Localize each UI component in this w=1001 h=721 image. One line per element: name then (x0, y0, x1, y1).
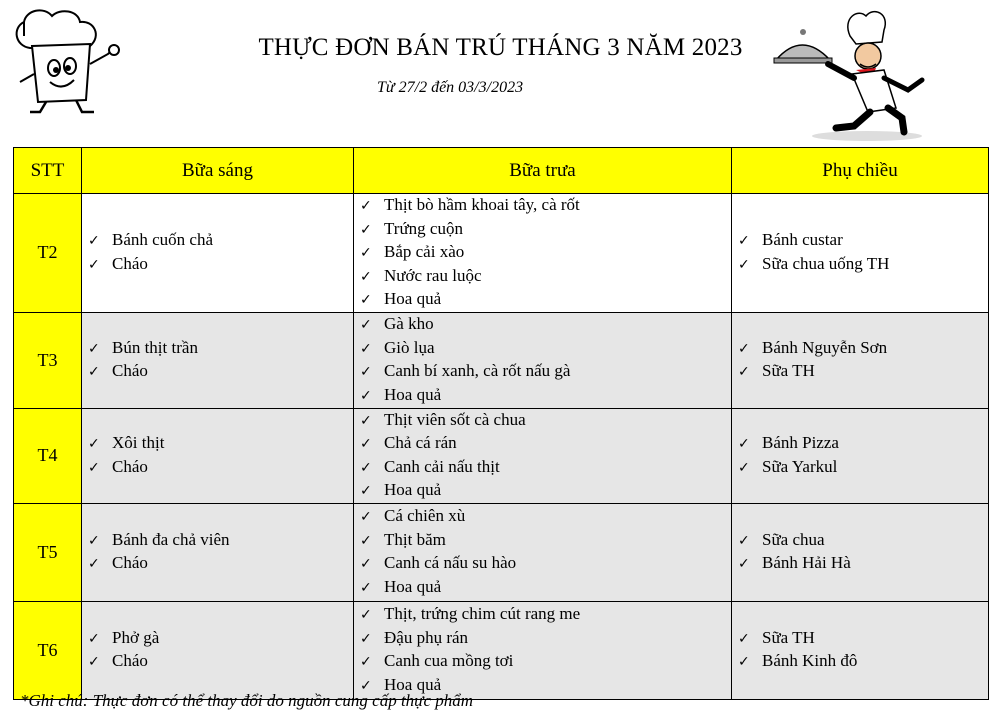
meal-cell-trua (354, 312, 732, 408)
checkmark-icon: ✓ (360, 630, 372, 647)
meal-cell-sang (82, 194, 354, 313)
table-row (14, 312, 989, 408)
list-item (360, 360, 731, 384)
dish-name: Bánh Pizza (762, 433, 839, 452)
list-item (738, 337, 988, 361)
dish-name: Hoa quả (384, 289, 442, 308)
checkmark-icon: ✓ (360, 198, 372, 214)
dish-name: Trứng cuộn (384, 218, 463, 238)
checkmark-icon: ✓ (738, 556, 750, 572)
checkmark-icon: ✓ (738, 364, 750, 380)
meal-list (82, 529, 353, 576)
list-item (360, 194, 731, 218)
header-stt: STT (14, 148, 82, 194)
list-item (88, 552, 353, 576)
dish-name: Thịt bò hầm khoai tây, cà rốt (384, 195, 580, 214)
dish-name: Hoa quả (384, 384, 442, 404)
page-title: THỰC ĐƠN BÁN TRÚ THÁNG 3 NĂM 2023 (258, 34, 743, 61)
checkmark-icon: ✓ (88, 556, 100, 572)
meal-list (82, 627, 353, 674)
meal-cell-sang (82, 408, 354, 503)
dish-name: Canh cải nấu thịt (384, 456, 500, 476)
list-item (738, 229, 988, 253)
dish-name: Sữa TH (762, 627, 815, 647)
list-item (738, 432, 988, 456)
list-item (88, 253, 353, 277)
header-breakfast: Bữa sáng (82, 148, 354, 194)
dish-name: Cháo (112, 456, 148, 476)
checkmark-icon: ✓ (738, 436, 750, 452)
list-item (360, 313, 731, 337)
checkmark-icon: ✓ (360, 459, 372, 476)
list-item (360, 650, 731, 674)
meal-cell-chieu (732, 601, 989, 699)
meal-cell-trua (354, 601, 732, 699)
day-cell: T6 (14, 601, 82, 699)
dish-name: Thịt, trứng chim cút rang me (384, 604, 581, 623)
table-row (14, 194, 989, 313)
list-item (88, 360, 353, 384)
dish-name: Bắp cải xào (384, 242, 465, 261)
list-item (360, 552, 731, 576)
day-cell: T3 (14, 312, 82, 408)
checkmark-icon: ✓ (360, 245, 372, 261)
checkmark-icon: ✓ (88, 233, 100, 250)
checkmark-icon: ✓ (738, 256, 750, 273)
day-cell: T4 (14, 408, 82, 503)
meal-list (354, 505, 731, 599)
meal-cell-trua (354, 194, 732, 313)
date-range: Từ 27/2 đến 03/3/2023 (377, 79, 524, 96)
checkmark-icon: ✓ (88, 256, 100, 273)
list-item (88, 229, 353, 253)
checkmark-icon: ✓ (738, 340, 750, 357)
meal-list (82, 337, 353, 384)
dish-name: Cháo (112, 361, 148, 380)
dish-name: Bánh đa chả viên (112, 529, 230, 549)
table-row (14, 503, 989, 601)
checkmark-icon: ✓ (88, 340, 100, 357)
list-item (738, 360, 988, 384)
list-item (360, 479, 731, 503)
dish-name: Xôi thịt (112, 433, 165, 452)
list-item (738, 456, 988, 480)
list-item (360, 576, 731, 600)
header-row (14, 148, 989, 194)
dish-name: Sữa chua uống TH (762, 253, 890, 273)
checkmark-icon: ✓ (360, 221, 372, 238)
checkmark-icon: ✓ (88, 364, 100, 380)
meal-list (82, 229, 353, 276)
table-row (14, 601, 989, 699)
checkmark-icon: ✓ (360, 556, 372, 572)
meal-list (732, 627, 988, 674)
checkmark-icon: ✓ (360, 579, 372, 596)
meal-list (354, 194, 731, 312)
dish-name: Gà kho (384, 314, 434, 333)
dish-name: Phở gà (112, 627, 160, 647)
dish-name: Sữa TH (762, 361, 815, 380)
dish-name: Canh cá nấu su hào (384, 553, 517, 572)
chef-hat-mascot-icon (10, 8, 125, 121)
dish-name: Bánh Nguyễn Sơn (762, 337, 888, 357)
meal-cell-chieu (732, 408, 989, 503)
dish-name: Thịt băm (384, 529, 446, 549)
menu-body (14, 194, 989, 700)
dish-name: Hoa quả (384, 576, 442, 596)
list-item (360, 337, 731, 361)
list-item (88, 650, 353, 674)
dish-name: Bánh cuốn chả (112, 230, 214, 250)
dish-name: Cá chiên xù (384, 506, 466, 525)
dish-name: Thịt viên sốt cà chua (384, 409, 526, 429)
list-item (88, 529, 353, 553)
list-item (360, 384, 731, 408)
checkmark-icon: ✓ (88, 459, 100, 476)
dish-name: Cháo (112, 553, 148, 572)
checkmark-icon: ✓ (88, 630, 100, 647)
dish-name: Đậu phụ rán (384, 627, 469, 647)
running-chef-icon (772, 8, 932, 148)
checkmark-icon: ✓ (360, 483, 372, 499)
meal-cell-chieu (732, 194, 989, 313)
dish-name: Cháo (112, 253, 148, 273)
list-item (738, 650, 988, 674)
dish-name: Bánh Hải Hà (762, 553, 851, 572)
dish-name: Giò lụa (384, 337, 435, 357)
header-lunch: Bữa trưa (354, 148, 732, 194)
dish-name: Nước rau luộc (384, 265, 482, 285)
dish-name: Cháo (112, 651, 148, 670)
meal-list (82, 432, 353, 479)
footnote: *Ghi chú: Thực đơn có thể thay đổi do nguồn cung cấp thực phẩm (20, 691, 474, 710)
checkmark-icon: ✓ (360, 268, 372, 285)
list-item (360, 288, 731, 312)
checkmark-icon: ✓ (88, 436, 100, 452)
list-item (360, 432, 731, 456)
checkmark-icon: ✓ (360, 364, 372, 380)
meal-list (354, 603, 731, 697)
checkmark-icon: ✓ (360, 607, 372, 623)
meal-cell-trua (354, 408, 732, 503)
checkmark-icon: ✓ (360, 654, 372, 670)
dish-name: Bánh custar (762, 230, 843, 250)
meal-list (732, 432, 988, 479)
checkmark-icon: ✓ (738, 459, 750, 476)
list-item (360, 627, 731, 651)
checkmark-icon: ✓ (738, 630, 750, 647)
list-item (88, 337, 353, 361)
list-item (360, 529, 731, 553)
dish-name: Chả cá rán (384, 433, 457, 452)
dish-name: Sữa Yarkul (762, 456, 838, 476)
checkmark-icon: ✓ (738, 532, 750, 549)
meal-list (732, 337, 988, 384)
list-item (360, 265, 731, 289)
dish-name: Canh bí xanh, cà rốt nấu gà (384, 361, 571, 380)
list-item (360, 603, 731, 627)
list-item (360, 456, 731, 480)
checkmark-icon: ✓ (88, 654, 100, 670)
list-item (360, 505, 731, 529)
list-item (738, 529, 988, 553)
checkmark-icon: ✓ (88, 532, 100, 549)
checkmark-icon: ✓ (360, 509, 372, 525)
meal-cell-sang (82, 312, 354, 408)
checkmark-icon: ✓ (360, 412, 372, 429)
meal-list (732, 229, 988, 276)
meal-cell-chieu (732, 503, 989, 601)
dish-name: Sữa chua (762, 529, 825, 549)
checkmark-icon: ✓ (360, 292, 372, 308)
day-cell: T2 (14, 194, 82, 313)
meal-list (354, 409, 731, 503)
meal-cell-trua (354, 503, 732, 601)
checkmark-icon: ✓ (360, 340, 372, 357)
list-item (360, 218, 731, 242)
list-item (738, 253, 988, 277)
list-item (360, 409, 731, 433)
dish-name: Canh cua mồng tơi (384, 651, 514, 670)
header-afternoon: Phụ chiều (732, 148, 989, 194)
meal-list (732, 529, 988, 576)
meal-cell-sang (82, 503, 354, 601)
day-cell: T5 (14, 503, 82, 601)
table-row (14, 408, 989, 503)
list-item (360, 241, 731, 265)
list-item (88, 627, 353, 651)
meal-cell-sang (82, 601, 354, 699)
list-item (738, 552, 988, 576)
checkmark-icon: ✓ (738, 233, 750, 250)
checkmark-icon: ✓ (360, 387, 372, 404)
list-item (738, 627, 988, 651)
dish-name: Bánh Kinh đô (762, 651, 858, 670)
list-item (88, 456, 353, 480)
checkmark-icon: ✓ (360, 532, 372, 549)
dish-name: Bún thịt trần (112, 337, 198, 357)
meal-list (354, 313, 731, 407)
meal-cell-chieu (732, 312, 989, 408)
checkmark-icon: ✓ (360, 317, 372, 333)
menu-table (13, 147, 989, 700)
list-item (88, 432, 353, 456)
dish-name: Hoa quả (384, 480, 442, 499)
checkmark-icon: ✓ (360, 436, 372, 452)
checkmark-icon: ✓ (738, 654, 750, 670)
dish-name: Hoa quả (384, 674, 442, 694)
checkmark-icon: ✓ (360, 677, 372, 694)
